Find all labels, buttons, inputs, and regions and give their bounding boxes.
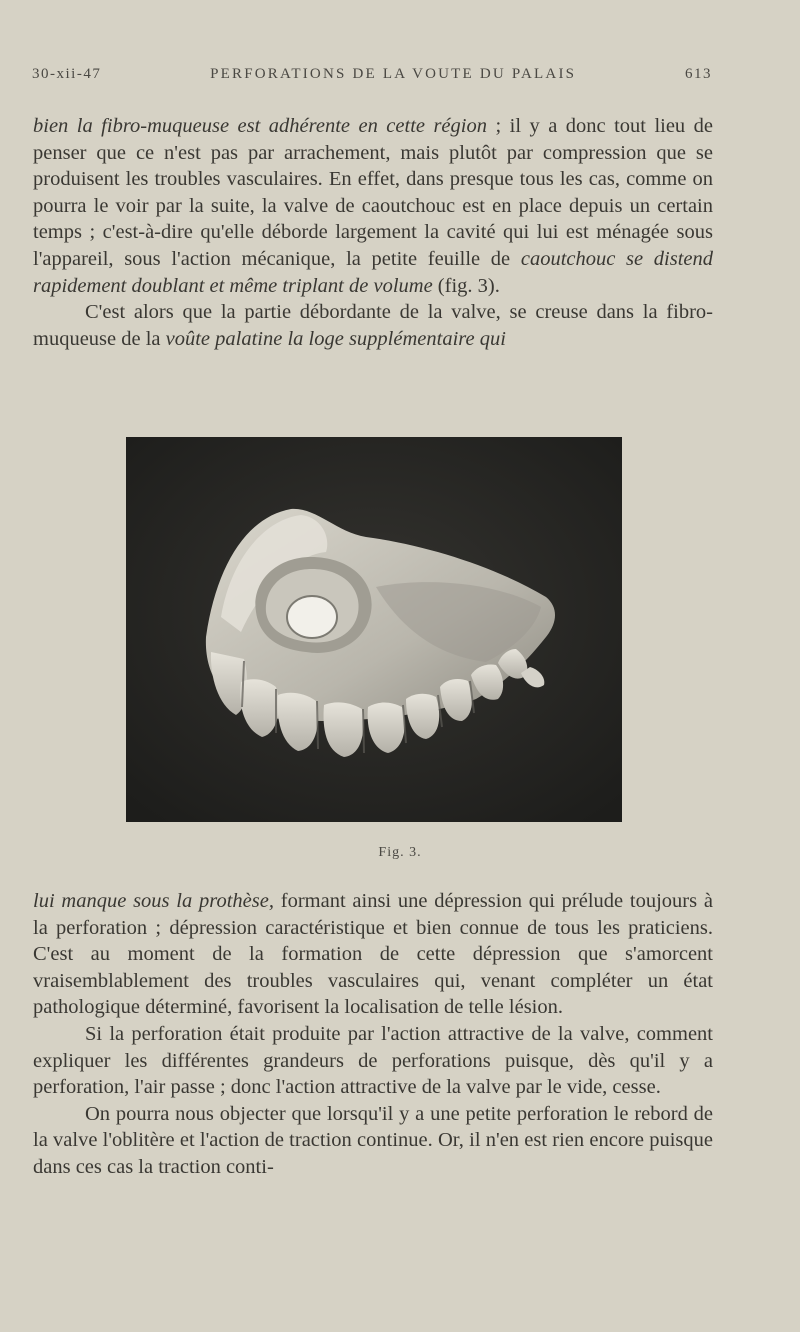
running-head [32, 66, 712, 83]
text-block-upper [33, 113, 713, 352]
paragraph: Si la perforation était produite par l'action attractive de la valve, comment expliquer les différentes grandeurs de perforations puisque, dès qu'il y a perforation, l'air passe ; donc l'action attractive de la valve par le vide, cesse. [33, 1022, 713, 1099]
paragraph [33, 113, 713, 299]
italic-text: voûte palatine la loge supplémentaire qui [165, 327, 506, 350]
text-run: C'est alors que la partie débordante de la valve, se creuse dans la fibro-muqueuse de la [33, 301, 713, 350]
text-run: (fig. 3). [432, 274, 500, 297]
italic-text: bien la fibro-muqueuse est adhérente en cette région [33, 115, 487, 137]
paragraph: On pourra nous objecter que lorsqu'il y a une petite perforation le rebord de la valve l'oblitère et l'action de traction continue. Or, il n'en est rien encore puisque dans ces cas la traction conti- [33, 1102, 713, 1178]
italic-text: lui manque sous la prothèse, [33, 890, 274, 912]
italic-text: caoutchouc se distend rapidement doublant et même triplant de volume [33, 247, 713, 297]
denture-photo-illustration [126, 437, 622, 822]
figure-caption: Fig. 3. [378, 845, 422, 860]
header-date: 30-xii-47 [32, 66, 102, 82]
header-title: PERFORATIONS DE LA VOUTE DU PALAIS [210, 66, 577, 82]
text-run: ; il y a donc tout lieu de penser que ce n'est pas par arrachement, mais plutôt par compression que se produisent les troubles vasculaires. En effet, dans presque tous les cas, comme on pourra le voir par la suite, la valve de caoutchouc est en place depuis un certain temps ; c'est-à-dire qu'elle déborde largement la cavité qui lui est ménagée sous l'appareil, sous l'action mécanique, la petite feuille de [33, 115, 713, 270]
paragraph [33, 888, 713, 1021]
text-block-lower [33, 888, 713, 1181]
paragraph [33, 299, 713, 352]
text-run: formant ainsi une dépression qui prélude toujours à la perforation ; dépression caractéristique et bien connue de tous les praticiens. C'est au moment de la formation de cette dépression que s'amorcent vraisemblablement des troubles vasculaires qui, venant compléter un état pathologique déterminé, favorisent la localisation de telle lésion. [33, 890, 713, 1019]
page-number: 613 [684, 66, 712, 82]
figure-photo-denture [126, 437, 622, 822]
